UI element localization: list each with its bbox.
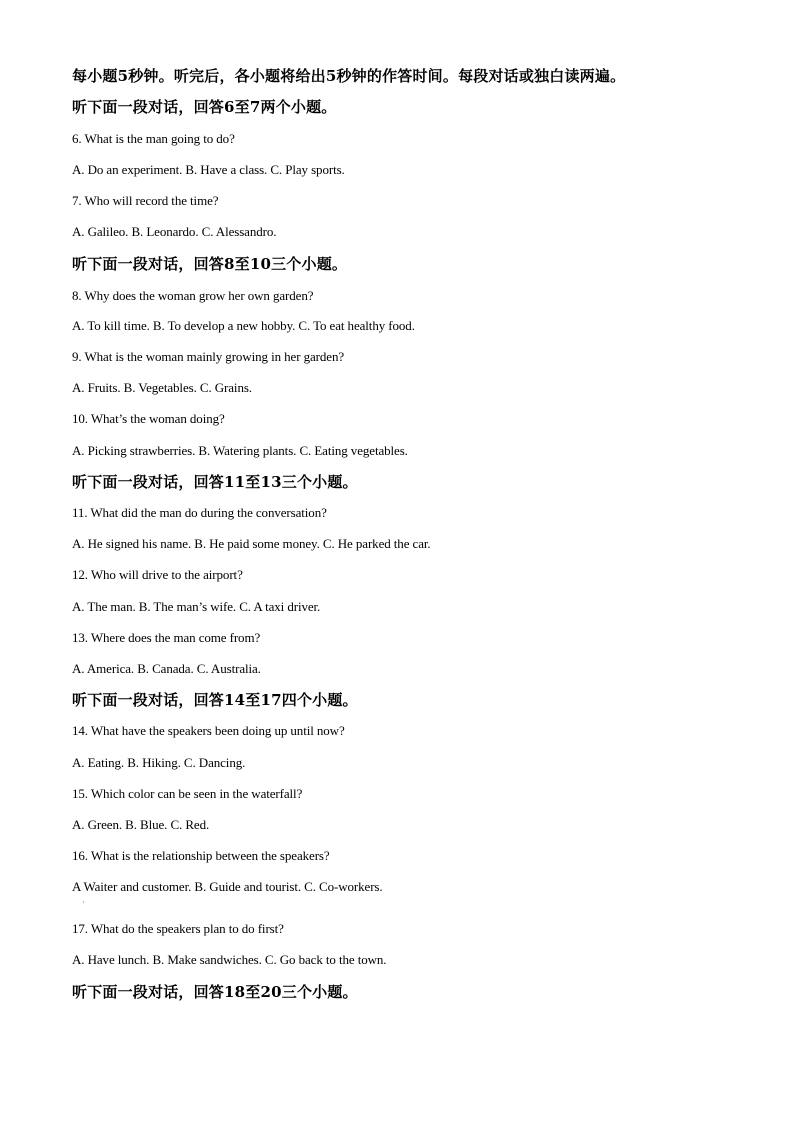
question-15: 15. Which color can be seen in the waterfall? [72,786,303,801]
options-6: A. Do an experiment. B. Have a class. C. Play sports. [72,162,345,177]
options-17: A. Have lunch. B. Make sandwiches. C. Go back to the town. [72,952,387,967]
options-15: A. Green. B. Blue. C. Red. [72,817,210,832]
question-10: 10. What’s the woman doing? [72,411,225,426]
section-heading-14-17: 听下面一段对话，回答14至17四个小题。 [72,691,358,709]
question-6: 6. What is the man going to do? [72,131,235,146]
question-11: 11. What did the man do during the conversation? [72,505,327,520]
options-14: A. Eating. B. Hiking. C. Dancing. [72,755,246,770]
options-13: A. America. B. Canada. C. Australia. [72,661,261,676]
options-11: A. He signed his name. B. He paid some money. C. He parked the car. [72,536,431,551]
section-heading-18-20: 听下面一段对话，回答18至20三个小题。 [72,983,358,1001]
question-13: 13. Where does the man come from? [72,630,261,645]
options-16: A Waiter and customer. B. Guide and tourist. C. Co-workers. [72,879,383,894]
question-17: 17. What do the speakers plan to do first? [72,921,284,936]
options-10: A. Picking strawberries. B. Watering plants. C. Eating vegetables. [72,443,408,458]
stray-dot-mark: · [82,898,85,907]
question-7: 7. Who will record the time? [72,193,219,208]
options-12: A. The man. B. The man’s wife. C. A taxi driver. [72,599,321,614]
question-8: 8. Why does the woman grow her own garden? [72,288,314,303]
options-9: A. Fruits. B. Vegetables. C. Grains. [72,380,252,395]
instruction-line: 每小题5秒钟。听完后，各小题将给出5秒钟的作答时间。每段对话或独白读两遍。 [72,67,626,85]
question-12: 12. Who will drive to the airport? [72,567,243,582]
options-7: A. Galileo. B. Leonardo. C. Alessandro. [72,224,277,239]
question-9: 9. What is the woman mainly growing in her garden? [72,349,345,364]
question-16: 16. What is the relationship between the speakers? [72,848,330,863]
question-14: 14. What have the speakers been doing up until now? [72,723,345,738]
section-heading-8-10: 听下面一段对话，回答8至10三个小题。 [72,255,348,273]
options-8: A. To kill time. B. To develop a new hobby. C. To eat healthy food. [72,318,415,333]
section-heading-11-13: 听下面一段对话，回答11至13三个小题。 [72,473,358,491]
section-heading-6-7: 听下面一段对话，回答6至7两个小题。 [72,98,337,116]
